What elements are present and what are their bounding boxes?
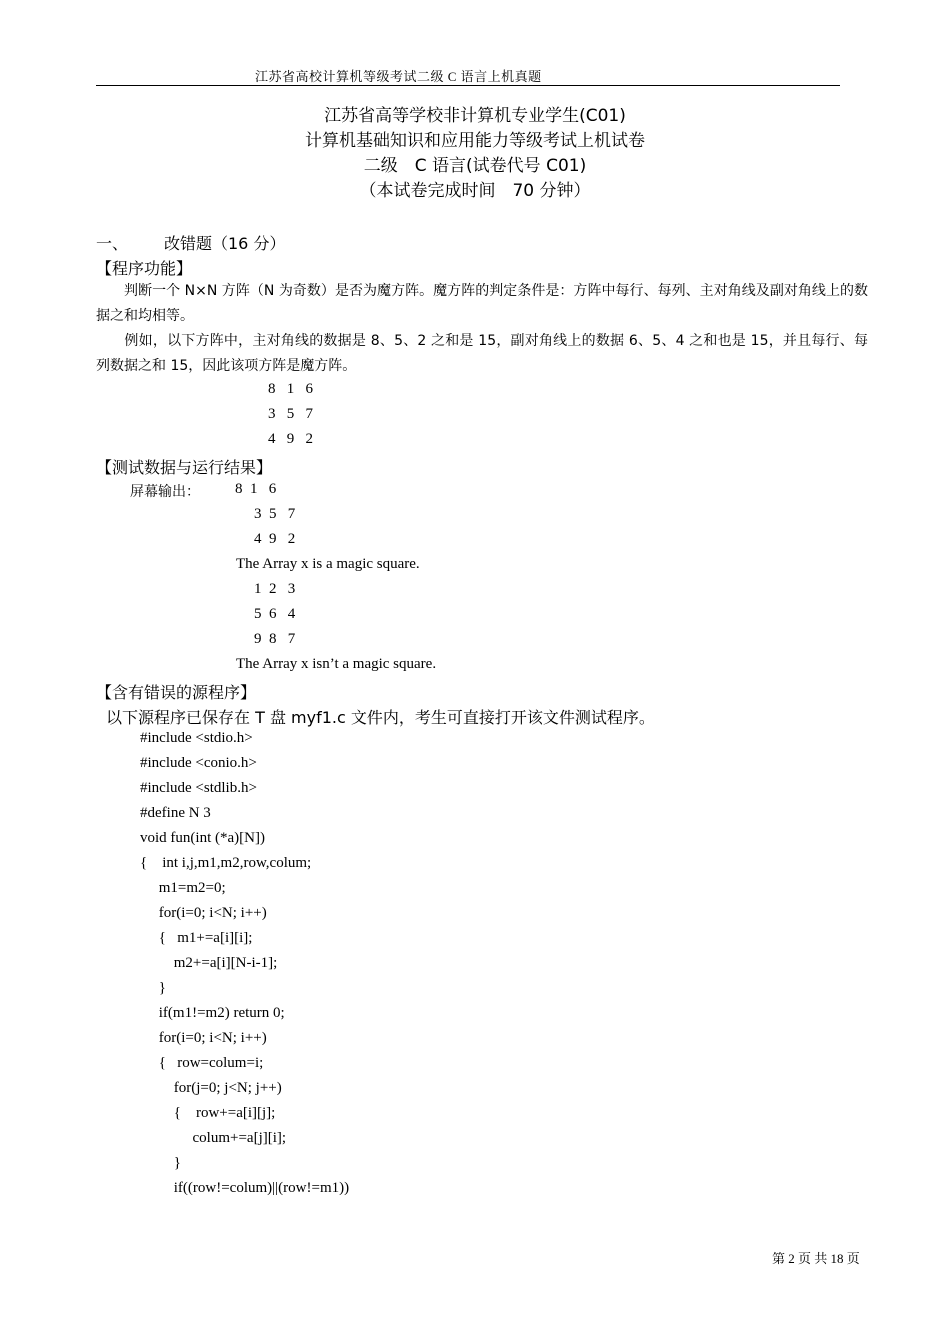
- code-line: { row+=a[i][j];: [140, 1105, 276, 1121]
- code-line: if((row!=colum)||(row!=m1)): [140, 1180, 350, 1196]
- running-header: 江苏省高校计算机等级考试二级 C 语言上机真题: [255, 69, 542, 84]
- output-matrix-row: 8 1 6: [235, 481, 277, 497]
- code-line: if(m1!=m2) return 0;: [140, 1005, 285, 1021]
- code-line: #include <conio.h>: [140, 755, 257, 771]
- output-matrix-row: 3 5 7: [254, 506, 296, 522]
- title-line-4: （本试卷完成时间 70 分钟）: [359, 181, 591, 201]
- code-line: void fun(int (*a)[N]): [140, 830, 265, 846]
- code-line: }: [140, 980, 166, 996]
- example-matrix-row: 8 1 6: [268, 381, 313, 397]
- function-description: 判断一个 N×N 方阵（N 为奇数）是否为魔方阵。魔方阵的判定条件是：方阵中每行、每列、主对角线及副对角线上的数据之和均相等。: [96, 283, 868, 324]
- output-matrix-row: 9 8 7: [254, 631, 296, 647]
- code-line: { int i,j,m1,m2,row,colum;: [140, 855, 312, 871]
- test-heading: 【测试数据与运行结果】: [96, 458, 273, 477]
- code-line: m1=m2=0;: [140, 880, 226, 896]
- title-line-1: 江苏省高等学校非计算机专业学生(C01): [324, 106, 626, 126]
- function-example: 例如，以下方阵中，主对角线的数据是 8、5、2 之和是 15，副对角线上的数据 6、5、4 之和也是 15，并且每行、每列数据之和 15，因此该项方阵是魔方阵。: [96, 333, 868, 374]
- code-line: m2+=a[i][N-i-1];: [140, 955, 278, 971]
- code-line: #include <stdlib.h>: [140, 780, 257, 796]
- section-title: 改错题（16 分）: [164, 234, 286, 253]
- code-line: #define N 3: [140, 805, 211, 821]
- title-line-3: 二级 C 语言(试卷代号 C01): [363, 156, 587, 176]
- example-matrix-row: 4 9 2: [268, 431, 313, 447]
- output-matrix-row: 5 6 4: [254, 606, 296, 622]
- code-line: { m1+=a[i][i];: [140, 930, 253, 946]
- code-line: colum+=a[j][i];: [140, 1130, 287, 1146]
- output-matrix-row: 1 2 3: [254, 581, 296, 597]
- output-matrix-row: 4 9 2: [254, 531, 296, 547]
- section-number: 一、: [96, 234, 129, 253]
- source-heading: 【含有错误的源程序】: [96, 683, 257, 702]
- title-line-2: 计算机基础知识和应用能力等级考试上机试卷: [305, 131, 645, 151]
- source-note: 以下源程序已保存在 T 盘 myf1.c 文件内，考生可直接打开该文件测试程序。: [106, 708, 655, 727]
- screen-output-label: 屏幕输出：: [130, 484, 200, 500]
- output-message-not-magic: The Array x isn’t a magic square.: [236, 656, 437, 672]
- output-message-magic: The Array x is a magic square.: [236, 556, 420, 572]
- function-heading: 【程序功能】: [96, 259, 193, 278]
- example-matrix-row: 3 5 7: [268, 406, 313, 422]
- header-rule: [96, 85, 840, 86]
- code-line: }: [140, 1155, 181, 1171]
- code-line: for(i=0; i<N; i++): [140, 1030, 267, 1046]
- code-line: #include <stdio.h>: [140, 730, 253, 746]
- code-line: for(i=0; i<N; i++): [140, 905, 267, 921]
- page-number: 第 2 页 共 18 页: [772, 1251, 860, 1266]
- code-line: { row=colum=i;: [140, 1055, 264, 1071]
- code-line: for(j=0; j<N; j++): [140, 1080, 282, 1096]
